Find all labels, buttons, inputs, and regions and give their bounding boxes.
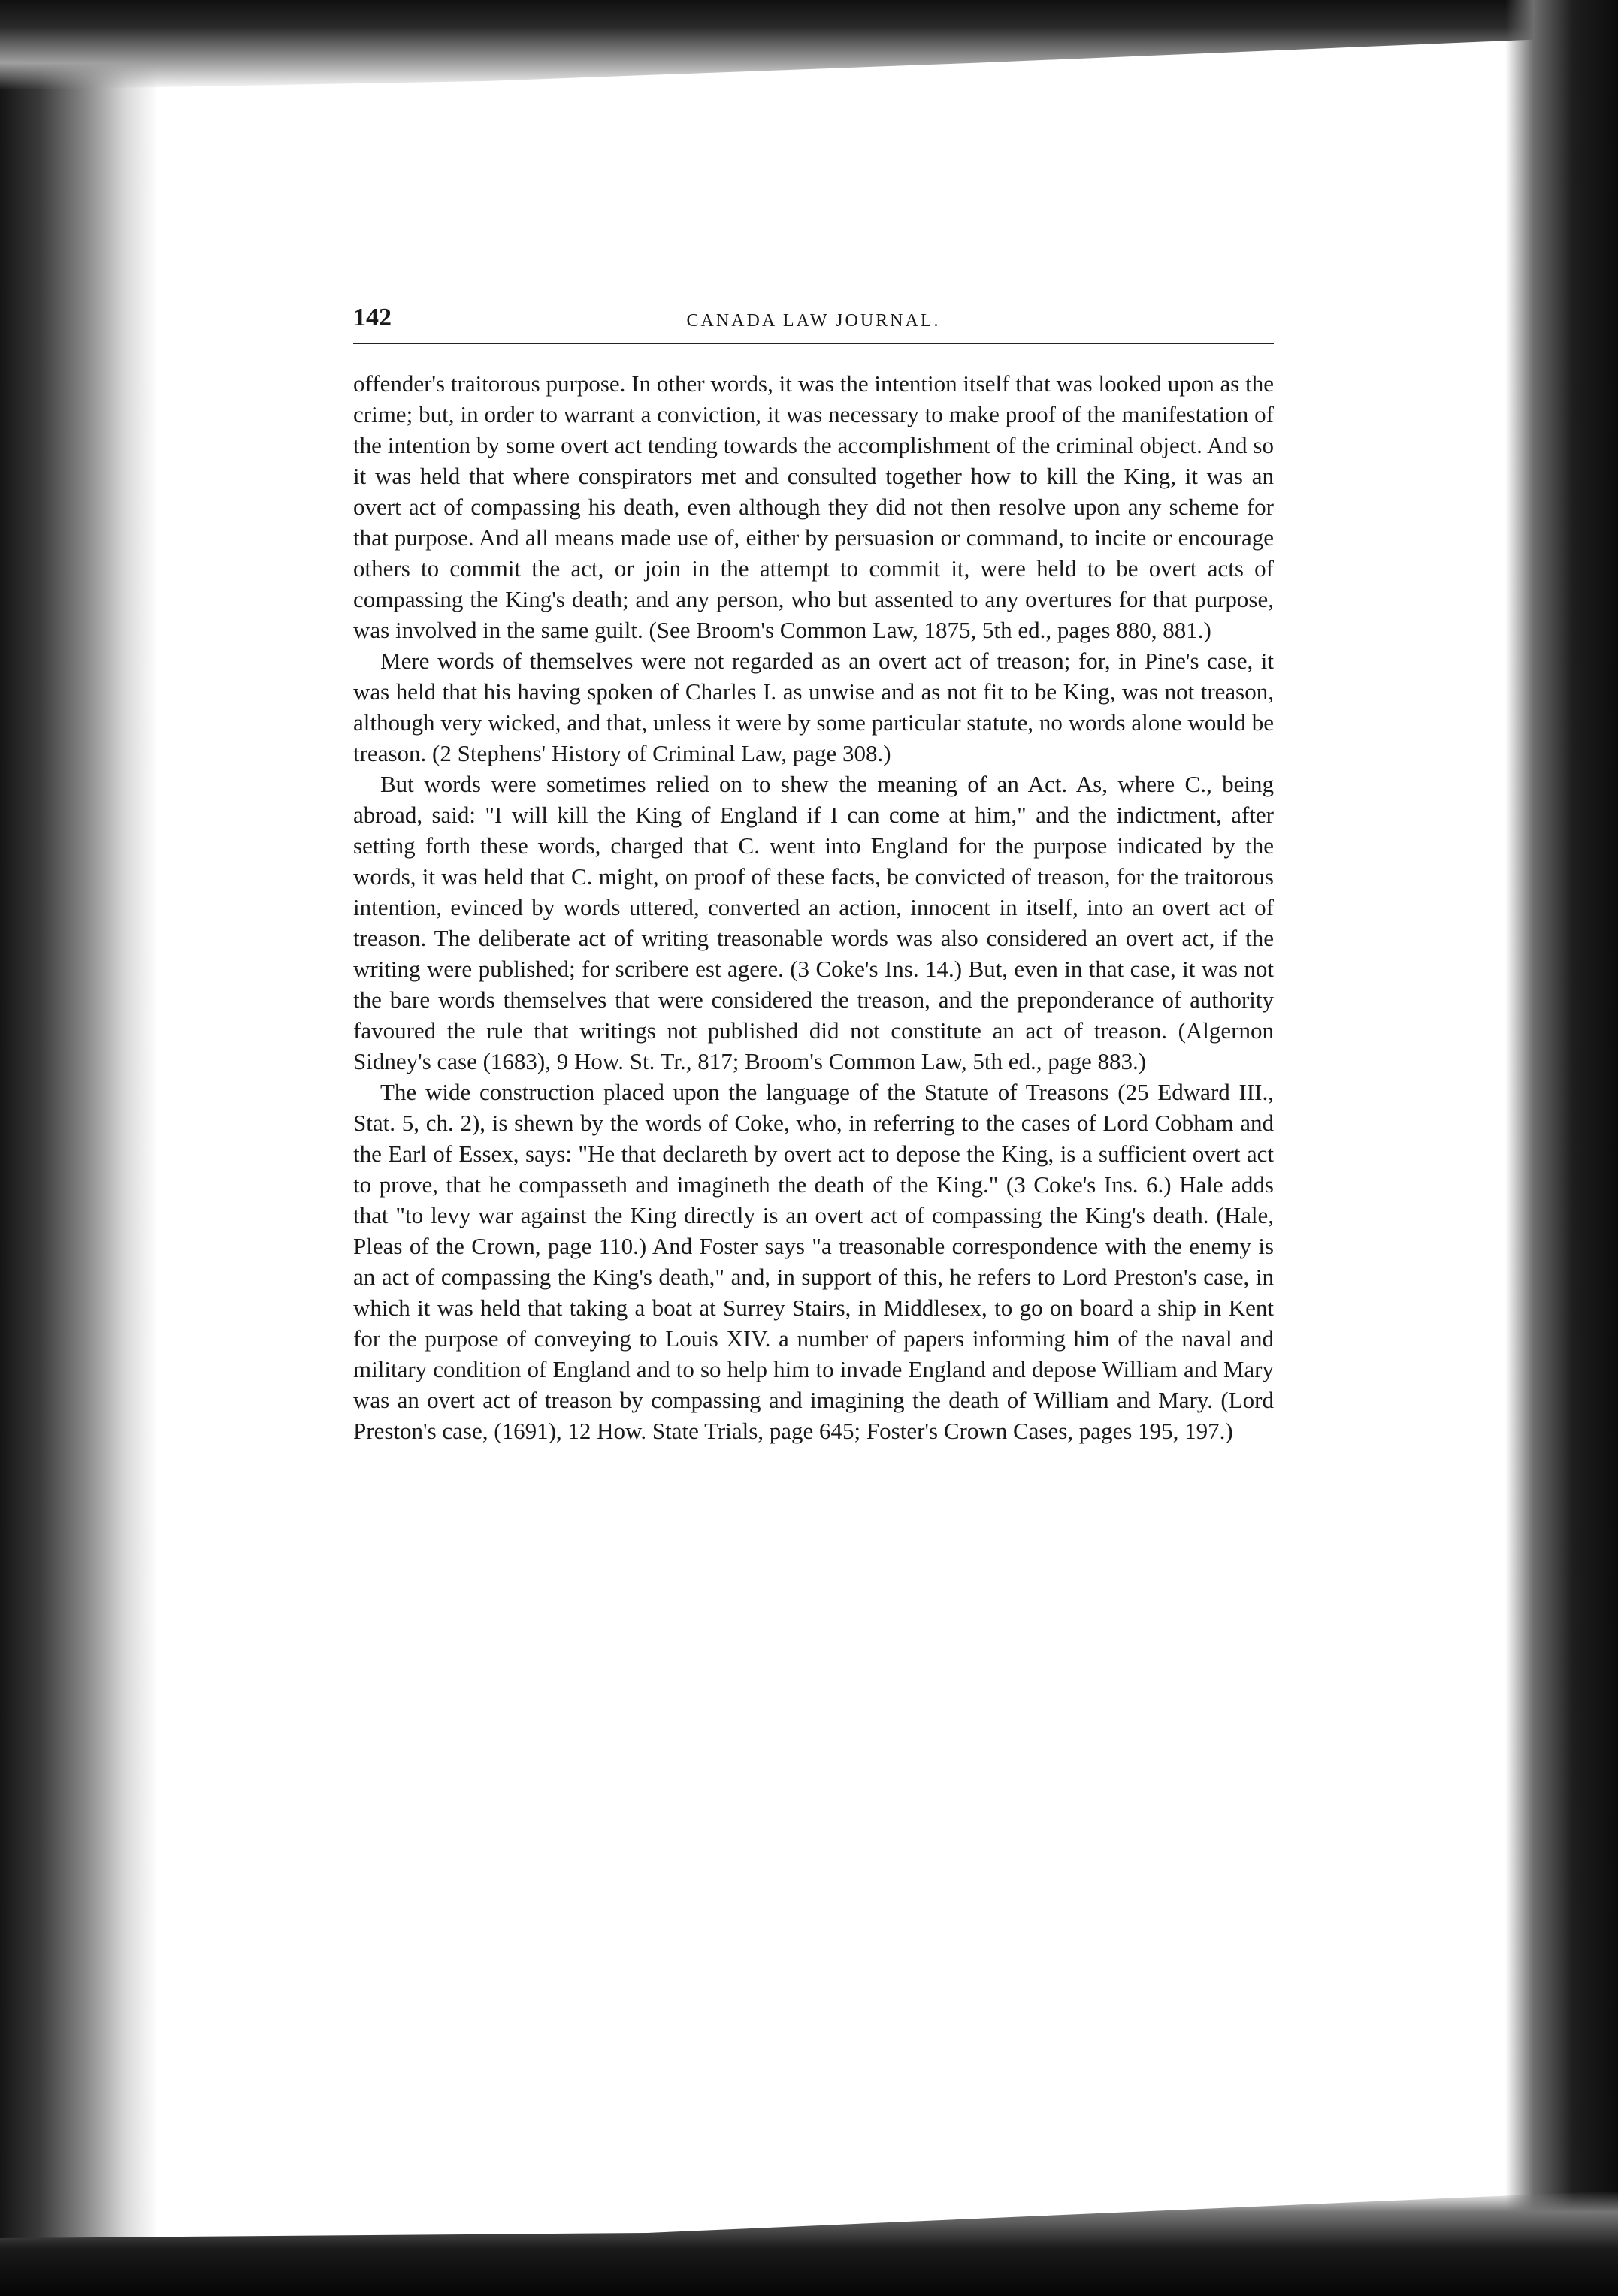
- running-header: [353, 301, 1274, 344]
- journal-title: CANADA LAW JOURNAL.: [686, 311, 941, 331]
- scan-shadow-top: [0, 0, 1618, 90]
- article-body: [353, 368, 1274, 1446]
- scan-shadow-bottom: [0, 2191, 1618, 2296]
- scan-shadow-left: [0, 45, 158, 2261]
- page-number: 142: [353, 304, 392, 331]
- journal-page: [353, 301, 1274, 1446]
- scan-shadow-right: [1505, 0, 1618, 2296]
- paragraph-1: offender's traitorous purpose. In other words, it was the intention itself that was looked upon as the crime; but, in order to warrant a conviction, it was necessary to make proof of the manifestation of the intention by some overt act tending towards the accomplishment of the criminal object. And so it was held that where conspirators met and consulted together how to kill the King, it was an overt act of compassing his death, even although they did not then resolve upon any scheme for that purpose. And all means made use of, either by persuasion or command, to incite or encourage others to commit the act, or join in the attempt to commit it, were held to be overt acts of compassing the King's death; and any person, who but assented to any overtures for that purpose, was involved in the same guilt. (See Broom's Common Law, 1875, 5th ed., pages 880, 881.): [353, 370, 1274, 643]
- paragraph-4: The wide construction placed upon the language of the Statute of Treasons (25 Edward III., Stat. 5, ch. 2), is shewn by the words of Coke, who, in referring to the cases of Lord Cobham and the Earl of Essex, says: "He that declareth by overt act to depose the King, is a sufficient overt act to prove, that he compasseth and imagineth the death of the King." (3 Coke's Ins. 6.) Hale adds that "to levy war against the King directly is an overt act of compassing the King's death. (Hale, Pleas of the Crown, page 110.) And Foster says "a treasonable correspondence with the enemy is an act of compassing the King's death," and, in support of this, he refers to Lord Preston's case, in which it was held that taking a boat at Surrey Stairs, in Middlesex, to go on board a ship in Kent for the purpose of conveying to Louis XIV. a number of papers informing him of the naval and military condition of England and to so help him to invade England and depose William and Mary was an overt act of treason by compassing and imagining the death of William and Mary. (Lord Preston's case, (1691), 12 How. State Trials, page 645; Foster's Crown Cases, pages 195, 197.): [353, 1079, 1274, 1444]
- paragraph-2: Mere words of themselves were not regarded as an overt act of treason; for, in Pine's case, it was held that his having spoken of Charles I. as unwise and as not fit to be King, was not treason, although very wicked, and that, unless it were by some particular statute, no words alone would be treason. (2 Stephens' History of Criminal Law, page 308.): [353, 648, 1274, 766]
- paragraph-3: But words were sometimes relied on to shew the meaning of an Act. As, where C., being abroad, said: "I will kill the King of England if I can come at him," and the indictment, after setting forth these words, charged that C. went into England for the purpose indicated by the words, it was held that C. might, on proof of these facts, be convicted of treason, for the traitorous intention, evinced by words uttered, converted an action, innocent in itself, into an overt act of treason. The deliberate act of writing treasonable words was also considered an overt act, if the writing were published; for scribere est agere. (3 Coke's Ins. 14.) But, even in that case, it was not the bare words themselves that were considered the treason, and the preponderance of authority favoured the rule that writings not published did not constitute an act of treason. (Algernon Sidney's case (1683), 9 How. St. Tr., 817; Broom's Common Law, 5th ed., page 883.): [353, 771, 1274, 1074]
